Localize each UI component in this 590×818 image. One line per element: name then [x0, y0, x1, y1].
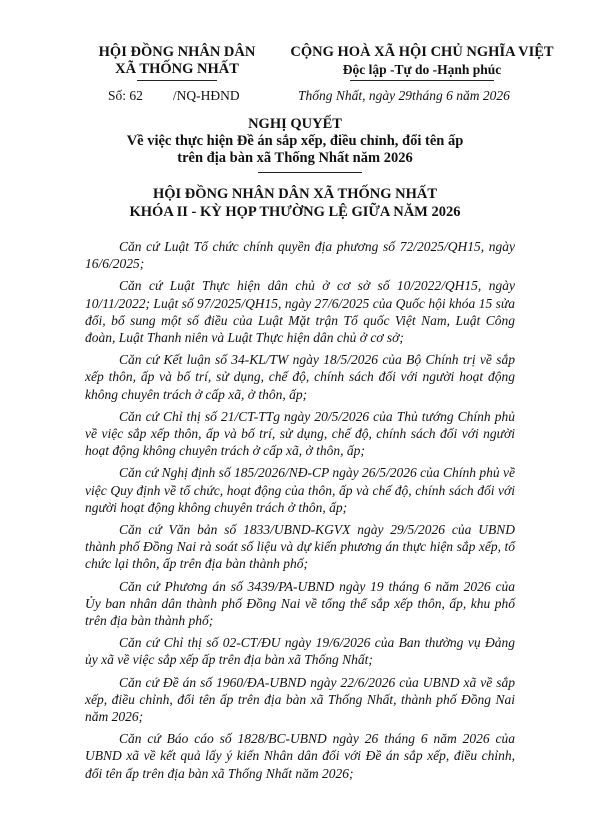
legal-basis-paragraph: Căn cứ Chỉ thị số 02-CT/ĐU ngày 19/6/2026 của Ban thường vụ Đảng ủy xã về việc sắp xếp ấp trên địa bàn xã Thống Nhất;	[85, 635, 515, 668]
authority-line-2: XÃ THỐNG NHẤT	[115, 61, 239, 77]
legal-basis-paragraph: Căn cứ Báo cáo số 1828/BC-UBND ngày 26 tháng 6 năm 2026 của UBND xã về kết quả lấy ý kiến Nhân dân đối với Đề án sắp xếp, điều chỉnh, đổi tên ấp trên địa bàn xã Thống Nhất năm 2026;	[85, 731, 515, 781]
subject-line-2: trên địa bàn xã Thống Nhất năm 2026	[177, 150, 413, 166]
national-motto: Độc lập -Tự do -Hạnh phúc	[342, 62, 502, 77]
legal-basis-paragraph: Căn cứ Kết luận số 34-KL/TW ngày 18/5/2026 của Bộ Chính trị về sắp xếp thôn, ấp và bố trí, sử dụng, chế độ, chính sách đối với người hoạt động không chuyên trách ở cấp xã, ở thôn, ấp;	[85, 352, 515, 402]
legal-basis	[85, 238, 515, 787]
document-number-suffix: /NQ-HĐND	[172, 88, 240, 103]
document-subject	[60, 133, 530, 167]
legal-basis-paragraph: Căn cứ Văn bản số 1833/UBND-KGVX ngày 29/5/2026 của UBND thành phố Đồng Nai rà soát số liệu và dự kiến phương án thực hiện sắp xếp, tổ chức lại thôn, ấp trên địa bàn thành phố;	[85, 522, 515, 572]
council-heading	[0, 185, 590, 221]
document-type: NGHỊ QUYẾT	[248, 116, 342, 132]
document-number-prefix: Số: 62	[108, 88, 143, 103]
document-number	[108, 88, 240, 104]
motto-underline	[350, 80, 494, 81]
authority-underline	[137, 80, 217, 81]
place-and-date: Thống Nhất, ngày 29tháng 6 năm 2026	[298, 88, 510, 103]
legal-basis-paragraph: Căn cứ Chỉ thị số 21/CT-TTg ngày 20/5/2026 của Thủ tướng Chính phủ về việc sắp xếp thôn, ấp và bố trí, sử dụng, chế độ, chính sách đối với người hoạt động không chuyên trách ở cấp xã, ở thôn, ấp;	[85, 408, 515, 459]
council-line-1: HỘI ĐỒNG NHÂN DÂN XÃ THỐNG NHẤT	[152, 186, 438, 202]
legal-basis-paragraph: Căn cứ Luật Tổ chức chính quyền địa phương số 72/2025/QH15, ngày 16/6/2025;	[85, 239, 515, 272]
nation-name: CỘNG HOÀ XÃ HỘI CHỦ NGHĨA VIỆT	[290, 44, 554, 60]
authority-line-1: HỘI ĐỒNG NHÂN DÂN	[98, 44, 256, 60]
national-heading	[272, 44, 572, 78]
legal-basis-paragraph: Căn cứ Đề án số 1960/ĐA-UBND ngày 22/6/2026 của UBND xã về sắp xếp, điều chỉnh, đổi tên ấp trên địa bàn xã Thống Nhất, thành phố Đồng Nai năm 2026;	[85, 674, 515, 725]
legal-basis-paragraph: Căn cứ Nghị định số 185/2026/NĐ-CP ngày 26/5/2026 của Chính phủ về việc Quy định về tổ chức, hoạt động của thôn, ấp và chế độ, chính sách đối với người hoạt động không chuyên trách ở thôn, ấp;	[85, 465, 515, 515]
issuing-authority	[72, 44, 282, 78]
legal-basis-paragraph: Căn cứ Phương án số 3439/PA-UBND ngày 19 tháng 6 năm 2026 của Ủy ban nhân dân thành phố Đồng Nai về tổng thể sắp xếp thôn, ấp, khu phố trên địa bàn thành phố;	[85, 578, 515, 629]
legal-basis-paragraph: Căn cứ Luật Thực hiện dân chủ ở cơ sở số 10/2022/QH15, ngày 10/11/2022; Luật số 97/2025/QH15, ngày 27/6/2025 của Quốc hội khóa 15 sửa đổi, bổ sung một số điều của Luật Mặt trận Tổ quốc Việt Nam, Luật Công đoàn, Luật Thanh niên và Luật Thực hiện dân chủ ở cơ sở;	[85, 278, 515, 346]
subject-underline	[258, 172, 362, 173]
council-line-2: KHÓA II - KỲ HỌP THƯỜNG LỆ GIỮA NĂM 2026	[129, 204, 461, 220]
subject-line-1: Về việc thực hiện Đề án sắp xếp, điều chỉnh, đổi tên ấp	[126, 133, 464, 149]
